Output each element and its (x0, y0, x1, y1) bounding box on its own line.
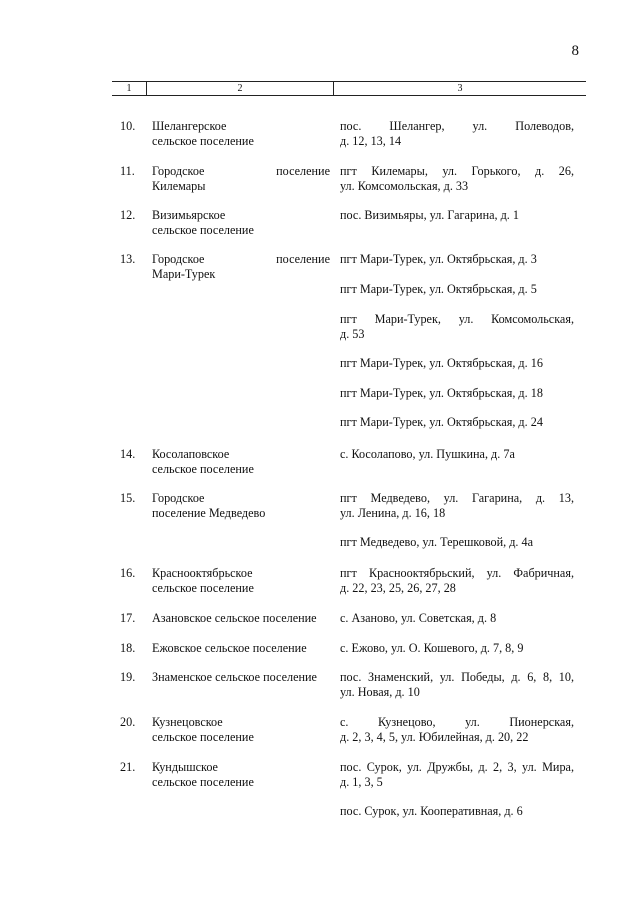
row-number: 13. (120, 252, 136, 266)
row-number: 10. (120, 119, 136, 133)
settlement-name (152, 491, 330, 521)
settlement-name-line: поселение Медведево (152, 506, 266, 520)
settlement-name (152, 119, 330, 149)
address-line: пгт Мари-Турек, ул. Октябрьская, д. 3 (340, 252, 537, 266)
address-line: пос. Визимьяры, ул. Гагарина, д. 1 (340, 208, 519, 222)
table-header (112, 81, 586, 96)
settlement-name-line: Знаменское сельское поселение (152, 670, 317, 684)
address-line: пос. Знаменский, ул. Победы, д. 6, 8, 10, (340, 670, 574, 684)
address-line: ул. Новая, д. 10 (340, 685, 420, 699)
address-entry (340, 282, 574, 297)
row-number: 18. (120, 641, 136, 655)
settlement-name-line: Мари-Турек (152, 267, 216, 281)
address-line: пос. Сурок, ул. Дружбы, д. 2, 3, ул. Мира, (340, 760, 574, 774)
row-number: 15. (120, 491, 136, 505)
address-line: пгт Мари-Турек, ул. Комсомольская, (340, 312, 574, 326)
address-entry (340, 715, 574, 745)
address-entry (340, 641, 574, 656)
settlement-name (152, 611, 330, 626)
settlement-name-line: сельское поселение (152, 462, 254, 476)
settlement-name-line: Ежовское сельское поселение (152, 641, 307, 655)
row-number: 16. (120, 566, 136, 580)
row-number: 19. (120, 670, 136, 684)
address-line: ул. Комсомольская, д. 33 (340, 179, 469, 193)
address-line: пос. Сурок, ул. Кооперативная, д. 6 (340, 804, 523, 818)
address-line: пос. Шелангер, ул. Полеводов, (340, 119, 574, 133)
address-entry (340, 208, 574, 223)
address-line: пгт Мари-Турек, ул. Октябрьская, д. 18 (340, 386, 543, 400)
settlement-name-line: Шелангерское (152, 119, 227, 133)
page-number: 8 (571, 43, 579, 59)
settlement-name (152, 252, 330, 282)
settlement-name (152, 164, 330, 194)
address-entry (340, 312, 574, 342)
address-line: д. 12, 13, 14 (340, 134, 402, 148)
settlement-name (152, 760, 330, 790)
settlement-name-line: сельское поселение (152, 134, 254, 148)
address-entry (340, 386, 574, 401)
row-number: 11. (120, 164, 135, 178)
address-entry (340, 356, 574, 371)
header-col-3: 3 (333, 82, 586, 95)
row-number: 17. (120, 611, 136, 625)
settlement-name-line: Кузнецовское (152, 715, 223, 729)
address-line: д. 53 (340, 327, 365, 341)
settlement-name-line: Косолаповское (152, 447, 230, 461)
address-entry (340, 670, 574, 700)
address-entry (340, 119, 574, 149)
row-number: 21. (120, 760, 136, 774)
address-line: пгт Мари-Турек, ул. Октябрьская, д. 5 (340, 282, 537, 296)
settlement-name-line: сельское поселение (152, 223, 254, 237)
address-line: пгт Килемары, ул. Горького, д. 26, (340, 164, 574, 178)
settlement-name-line: Городское (152, 491, 205, 505)
address-entry (340, 566, 574, 596)
row-number: 20. (120, 715, 136, 729)
settlement-name (152, 447, 330, 477)
address-entry (340, 804, 574, 819)
address-line: пгт Мари-Турек, ул. Октябрьская, д. 24 (340, 415, 543, 429)
settlement-name (152, 670, 330, 685)
settlement-name (152, 208, 330, 238)
address-line: пгт Мари-Турек, ул. Октябрьская, д. 16 (340, 356, 543, 370)
row-number: 14. (120, 447, 136, 461)
settlement-name-line: сельское поселение (152, 775, 254, 789)
address-entry (340, 760, 574, 790)
settlement-name-line: сельское поселение (152, 581, 254, 595)
address-entry (340, 252, 574, 267)
settlement-name-line: Краснооктябрьское (152, 566, 253, 580)
header-col-1: 1 (126, 83, 132, 94)
address-line: д. 22, 23, 25, 26, 27, 28 (340, 581, 456, 595)
settlement-name (152, 641, 330, 656)
address-line: д. 1, 3, 5 (340, 775, 383, 789)
address-line: с. Косолапово, ул. Пушкина, д. 7а (340, 447, 515, 461)
address-line: пгт Медведево, ул. Терешковой, д. 4а (340, 535, 534, 549)
settlement-name-line: Килемары (152, 179, 206, 193)
settlement-name-line: Визимьярское (152, 208, 226, 222)
address-line: д. 2, 3, 4, 5, ул. Юбилейная, д. 20, 22 (340, 730, 529, 744)
settlement-name-line: сельское поселение (152, 730, 254, 744)
settlement-name-line: Кундышское (152, 760, 218, 774)
settlement-name-line: Городское поселение (152, 252, 330, 266)
address-line: с. Ежово, ул. О. Кошевого, д. 7, 8, 9 (340, 641, 524, 655)
address-line: с. Кузнецово, ул. Пионерская, (340, 715, 574, 729)
settlement-name-line: Азановское сельское поселение (152, 611, 317, 625)
settlement-name-line: Городское поселение (152, 164, 330, 178)
row-number: 12. (120, 208, 136, 222)
address-line: с. Азаново, ул. Советская, д. 8 (340, 611, 497, 625)
address-entry (340, 535, 574, 550)
header-col-2: 2 (146, 82, 333, 95)
address-entry (340, 611, 574, 626)
settlement-name (152, 715, 330, 745)
address-line: ул. Ленина, д. 16, 18 (340, 506, 446, 520)
address-entry (340, 447, 574, 462)
address-line: пгт Краснооктябрьский, ул. Фабричная, (340, 566, 574, 580)
address-entry (340, 415, 574, 430)
address-entry (340, 164, 574, 194)
settlement-name (152, 566, 330, 596)
address-entry (340, 491, 574, 521)
address-line: пгт Медведево, ул. Гагарина, д. 13, (340, 491, 574, 505)
